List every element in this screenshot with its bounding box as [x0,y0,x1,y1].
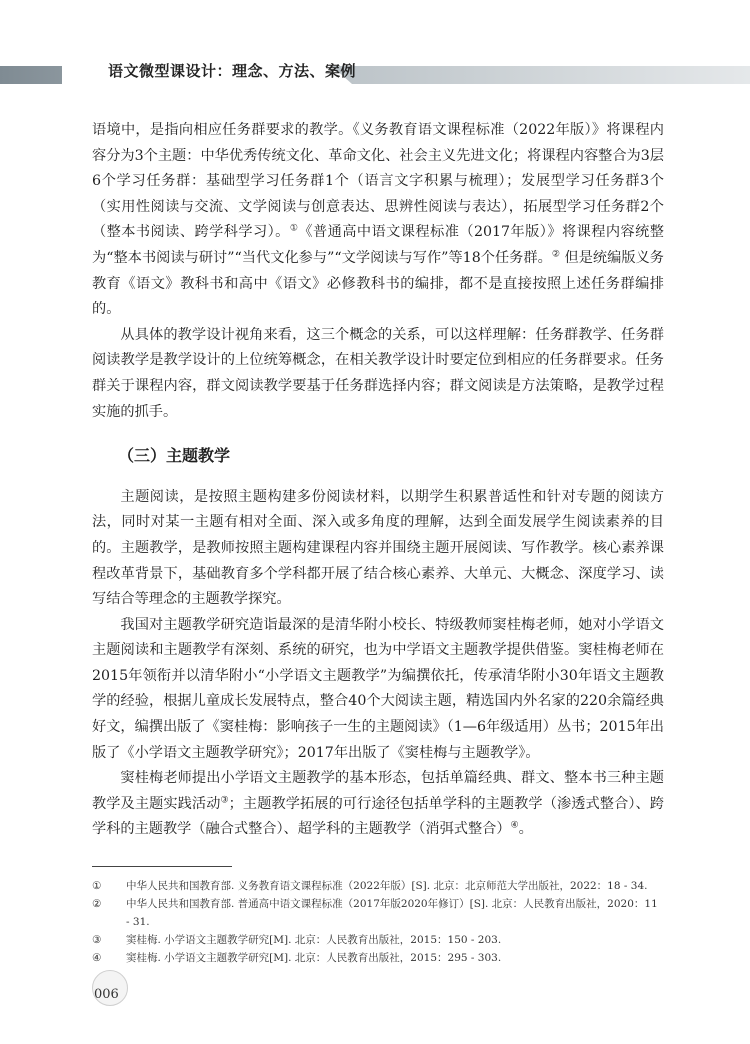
footnote-item [92,895,664,931]
footnote-divider [92,866,232,867]
footnote-text: 中华人民共和国教育部. 普通高中语文课程标准（2017年版2020年修订）[S]. 北京：人民教育出版社，2020：11 - 31. [126,898,658,928]
footnote-ref-1[interactable]: ① [289,223,299,234]
paragraph-1 [92,118,664,323]
paragraph-5-text-c: 。 [518,821,533,838]
footnote-ref-3[interactable]: ③ [220,795,229,806]
footnote-ref-2[interactable]: ② [551,249,560,260]
section-heading: （三）主题教学 [118,446,231,466]
footnote-item [92,949,664,967]
footnote-text: 窦桂梅. 小学语文主题教学研究[M]. 北京：人民教育出版社，2015：150 - 203. [126,934,502,946]
footnote-mark: ④ [92,952,102,964]
footnote-mark: ③ [92,934,102,946]
book-title: 语文微型课设计：理念、方法、案例 [108,62,357,80]
paragraph-5-text-b: ；主题教学拓展的可行途径包括单学科的主题教学（渗透式整合）、跨学科的主题教学（融合式整合）、超学科的主题教学（消弭式整合） [92,795,664,838]
footnote-item [92,931,664,949]
paragraph-1-text-a: 语境中，是指向相应任务群要求的教学。《义务教育语文课程标准（2022年版）》将课程内容分为3个主题：中华优秀传统文化、革命文化、社会主义先进文化；将课程内容整合为3层6个学习任务群：基础型学习任务群1个（语言文字积累与梳理）；发展型学习任务群3个（实用性阅读与交流、文学阅读与创意表达、思辨性阅读与表达），拓展型学习任务群2个（整本书阅读、跨学科学习）。 [92,122,664,241]
paragraph-5 [92,766,664,843]
paragraph-1-text-c: 但是统编版义务教育《语文》教科书和高中《语文》必修教科书的编排，都不是直接按照上述任务群编排的。 [92,249,664,318]
paragraph-4: 我国对主题教学研究造诣最深的是清华附小校长、特级教师窦桂梅老师，她对小学语文主题阅读和主题教学有深刻、系统的研究，也为中学语文主题教学提供借鉴。窦桂梅老师在2015年领衔并以清华附小“小学语文主题教学”为编撰依托，传承清华附小30年语文主题教学的经验，根据儿童成长发展特点，整合40个大阅读主题，精选国内外名家的220余篇经典好文，编撰出版了《窦桂梅：影响孩子一生的主题阅读》（1—6年级适用）丛书；2015年出版了《小学语文主题教学研究》；2017年出版了《窦桂梅与主题教学》。 [92,616,664,761]
paragraph-5-text-a: 窦桂梅老师提出小学语文主题教学的基本形态，包括单篇经典、群文、整本书三种主题教学及主题实践活动 [92,770,664,812]
footnote-text: 窦桂梅. 小学语文主题教学研究[M]. 北京：人民教育出版社，2015：295 - 303. [126,952,502,964]
footnote-mark: ① [92,880,102,892]
footnote-mark: ② [92,898,102,910]
footnote-ref-4[interactable]: ④ [510,820,519,831]
footnote-text: 中华人民共和国教育部. 义务教育语文课程标准（2022年版）[S]. 北京：北京师范大学出版社，2022：18 - 34. [126,880,648,892]
running-header [0,52,750,90]
page-number: 006 [94,987,119,1002]
footnotes [92,877,664,967]
page-body [92,118,664,843]
paragraph-2: 从具体的教学设计视角来看，这三个概念的关系，可以这样理解：任务群教学、任务群阅读教学是教学设计的上位统筹概念，在相关教学设计时要定位到相应的任务群要求。任务群关于课程内容，群文阅读教学要基于任务群选择内容；群文阅读是方法策略，是教学过程实施的抓手。 [92,326,664,420]
paragraph-3: 主题阅读，是按照主题构建多份阅读材料，以期学生积累普适性和针对专题的阅读方法，同时对某一主题有相对全面、深入或多角度的理解，达到全面发展学生阅读素养的目的。主题教学，是教师按照主题构建课程内容并围绕主题开展阅读、写作教学。核心素养课程改革背景下，基础教育多个学科都开展了结合核心素养、大单元、大概念、深度学习、读写结合等理念的主题教学探究。 [92,488,664,608]
footnote-item [92,877,664,895]
paragraph-1-text-b: 《普通高中语文课程标准（2017年版）》将课程内容统整为“整本书阅读与研讨”“当代文化参与”“文学阅读与写作”等18个任务群。 [92,224,664,266]
